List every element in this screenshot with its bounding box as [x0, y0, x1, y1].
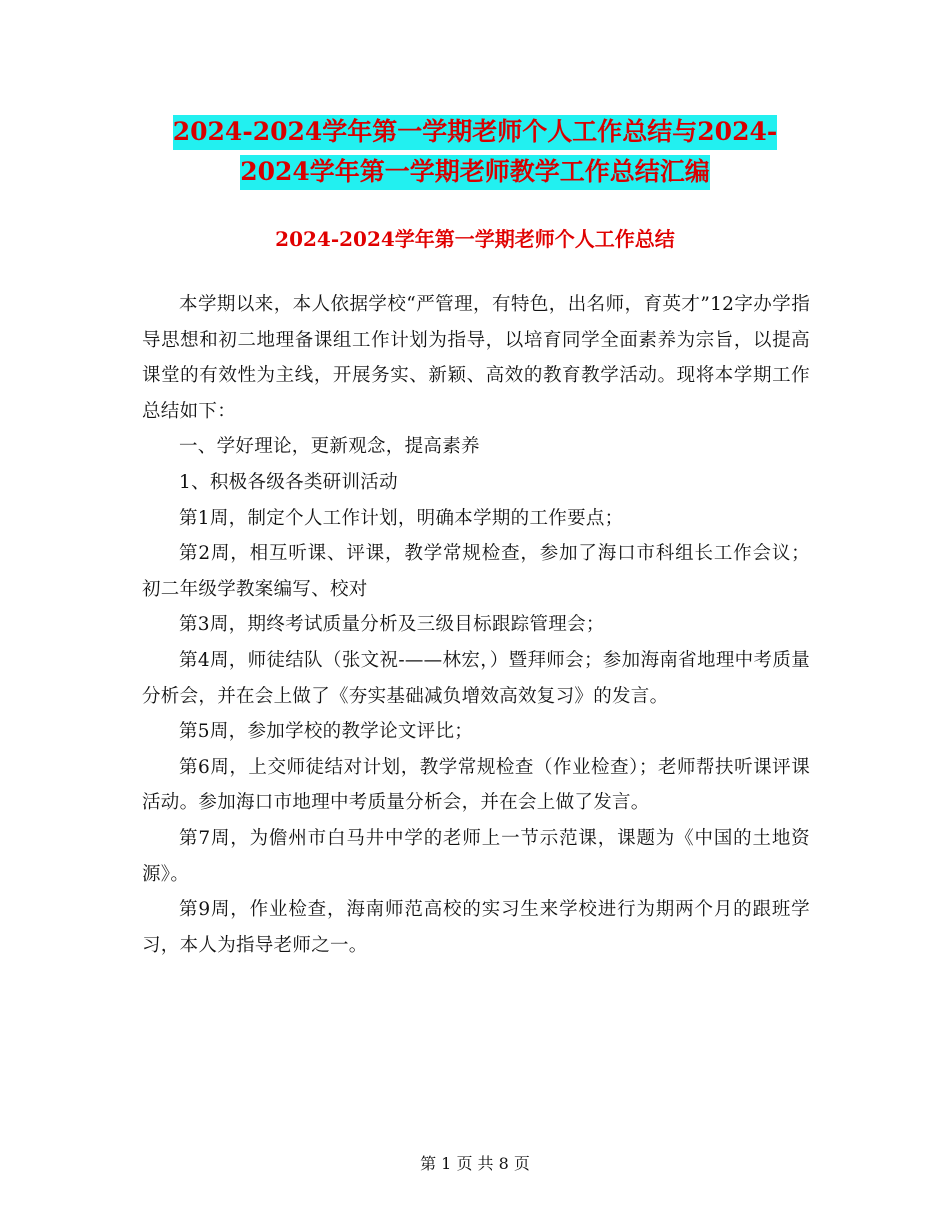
paragraph-subheading-1: 1、积极各级各类研训活动: [179, 471, 398, 493]
document-main-title: [140, 112, 810, 192]
page-footer: 第 1 页 共 8 页: [420, 1154, 530, 1173]
main-title-highlight: 2024-2024学年第一学期老师个人工作总结与2024-2024学年第一学期老师教学工作总结汇编: [173, 115, 778, 190]
paragraph-week-1: 第1周，制定个人工作计划，明确本学期的工作要点；: [179, 507, 624, 529]
paragraph-week-5: 第5周，参加学校的教学论文评比；: [179, 721, 474, 743]
document-body: [142, 287, 810, 963]
paragraph-heading-1: 一、学好理论，更新观念，提高素养: [179, 436, 480, 458]
paragraph-intro: 本学期以来，本人依据学校“严管理，有特色，出名师，育英才”12字办学指导思想和初二地理备课组工作计划为指导，以培育同学全面素养为宗旨，以提高课堂的有效性为主线，开展务实、新颖、高效的教育教学活动。现将本学期工作总结如下：: [142, 294, 810, 422]
section-title: 2024-2024学年第一学期老师个人工作总结: [275, 227, 675, 251]
paragraph-week-2: 第2周，相互听课、评课，教学常规检查，参加了海口市科组长工作会议；初二年级学教案编写、校对: [142, 543, 810, 600]
paragraph-week-3: 第3周，期终考试质量分析及三级目标跟踪管理会；: [179, 614, 605, 636]
paragraph-week-6: 第6周，上交师徒结对计划，教学常规检查（作业检查）；老师帮扶听课评课活动。参加海口市地理中考质量分析会，并在会上做了发言。: [142, 756, 810, 814]
paragraph-week-9: 第9周，作业检查，海南师范高校的实习生来学校进行为期两个月的跟班学习，本人为指导老师之一。: [142, 899, 810, 956]
paragraph-week-4: 第4周，师徒结队（张文祝-——林宏，）暨拜师会；参加海南省地理中考质量分析会，并在会上做了《夯实基础减负增效高效复习》的发言。: [142, 649, 810, 707]
paragraph-week-7: 第7周，为儋州市白马井中学的老师上一节示范课，课题为《中国的土地资源》。: [142, 827, 810, 885]
